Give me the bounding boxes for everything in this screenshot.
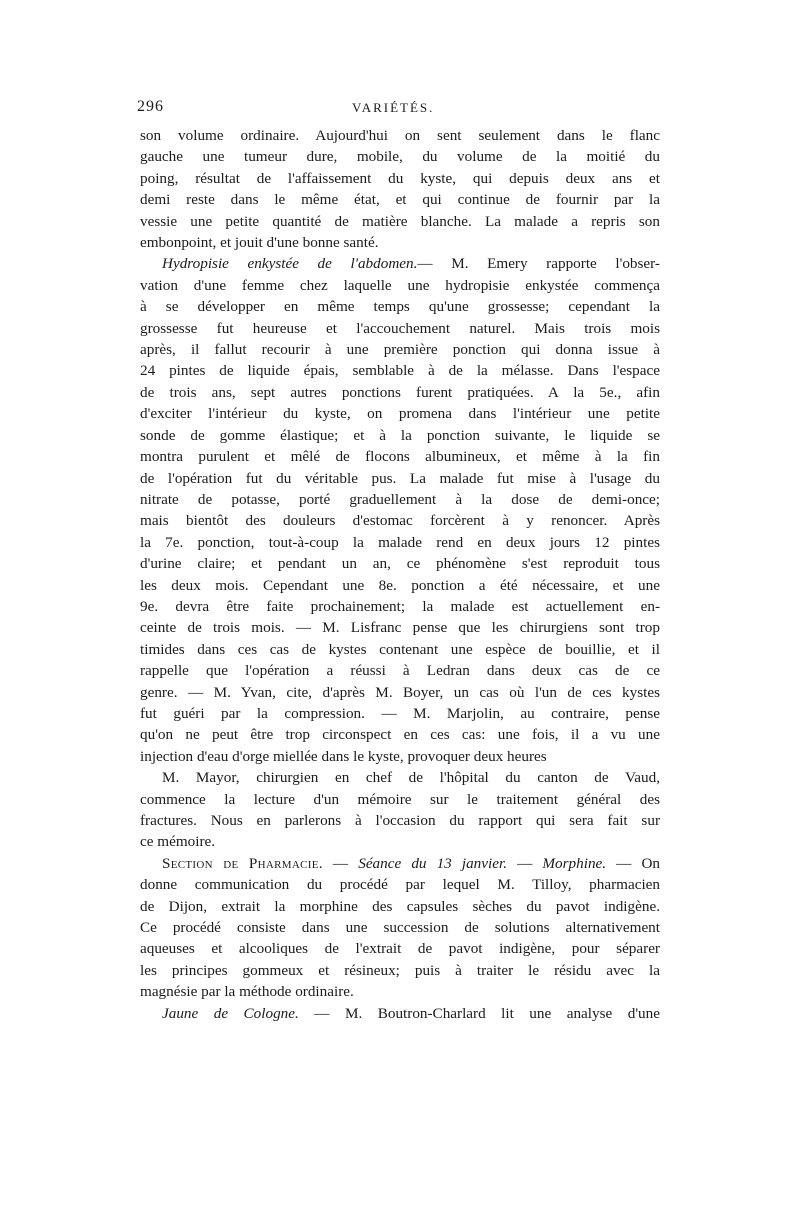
- text-line: vessie une petite quantité de matière blanche. La malade a repris son: [140, 212, 660, 230]
- text-line: Ce procédé consiste dans une succession de solutions alternativement: [140, 919, 660, 937]
- text-line: fractures. Nous en parlerons à l'occasion du rapport qui sera fait sur: [140, 812, 660, 829]
- seance-date: Séance du 13 janvier.: [358, 854, 508, 872]
- text-line: donne communication du procédé par lequel M. Tilloy, pharmacien: [140, 876, 660, 894]
- text-line: poing, résultat de l'affaissement du kyste, qui depuis deux ans et: [140, 169, 660, 187]
- text-fragment: —: [322, 854, 359, 872]
- text-line: 9e. devra être faite prochainement; la malade est actuellement en-: [140, 597, 660, 615]
- text-line: ceinte de trois mois. — M. Lisfranc pense que les chirurgiens sont trop: [140, 619, 660, 637]
- text-line: injection d'eau d'orge miellée dans le kyste, provoquer deux heures: [140, 747, 547, 765]
- text-line: fut guéri par la compression. — M. Marjolin, au contraire, pense: [140, 704, 660, 722]
- text-line: vation d'une femme chez laquelle une hydropisie enkystée commença: [140, 276, 660, 294]
- text-line: les principes gommeux et résineux; puis à traiter le résidu avec la: [140, 961, 660, 979]
- section-title: Section de Pharmacie.: [162, 854, 323, 872]
- text-line: d'exciter l'intérieur du kyste, on promena dans l'intérieur une petite: [140, 405, 660, 423]
- text-line: grossesse fut heureuse et l'accouchement naturel. Mais trois mois: [140, 319, 660, 337]
- text-line: embonpoint, et jouit d'une bonne santé.: [140, 234, 379, 252]
- text-line: d'urine claire; et pendant un an, ce phénomène s'est reproduit tous: [140, 555, 660, 573]
- text-line: qu'on ne peut être trop circonspect en ces cas: une fois, il a vu une: [140, 726, 660, 744]
- paragraph-heading-line: [140, 253, 660, 274]
- text-line: la 7e. ponction, tout-à-coup la malade rend en deux jours 12 pintes: [140, 533, 660, 551]
- text-line: son volume ordinaire. Aujourd'hui on sent seulement dans le flanc: [140, 127, 660, 144]
- text-line: commence la lecture d'un mémoire sur le traitement général des: [140, 790, 660, 808]
- text-line: sonde de gomme élastique; et à la ponction suivante, le liquide se: [140, 426, 660, 444]
- running-title: VARIÉTÉS.: [352, 100, 435, 115]
- text-line: à se développer en même temps qu'une grossesse; cependant la: [140, 298, 660, 316]
- text-line: mais bientôt des douleurs d'estomac forcèrent à y renoncer. Après: [140, 512, 660, 530]
- text-line: nitrate de potasse, porté graduellement à la dose de demi-once;: [140, 490, 660, 508]
- text-line: aqueuses et alcooliques de l'extrait de pavot indigène, pour séparer: [140, 940, 660, 958]
- text-fragment: — M. Emery rapporte l'obser-: [417, 255, 660, 273]
- body-text: [140, 125, 660, 1024]
- paragraph-title: Hydropisie enkystée de l'abdomen.: [162, 255, 418, 273]
- text-line: de Dijon, extrait la morphine des capsules sèches du pavot indigène.: [140, 897, 660, 915]
- paragraph-title: Jaune de Cologne.: [162, 1004, 299, 1022]
- paragraph-heading-line: [140, 1003, 660, 1024]
- text-line: montra purulent et mêlé de flocons albumineux, et même à la fin: [140, 448, 660, 466]
- text-line: les deux mois. Cependant une 8e. ponction a été nécessaire, et une: [140, 576, 660, 594]
- text-line: demi reste dans le même état, et qui continue de fournir par la: [140, 191, 660, 209]
- text-line: après, il fallut recourir à une première ponction qui donna issue à: [140, 341, 660, 359]
- page-header: [137, 98, 661, 124]
- text-line: timides dans ces cas de kystes contenant une espèce de bouillie, et il: [140, 640, 660, 658]
- text-line: 24 pintes de liquide épais, semblable à de la mélasse. Dans l'espace: [140, 362, 660, 380]
- text-line: ce mémoire.: [140, 833, 216, 851]
- text-line: gauche une tumeur dure, mobile, du volume de la moitié du: [140, 148, 660, 166]
- topic-title: Morphine.: [542, 854, 607, 872]
- text-line: M. Mayor, chirurgien en chef de l'hôpital du canton de Vaud,: [162, 769, 660, 787]
- page-number: 296: [137, 98, 164, 115]
- text-line: de l'opération fut du véritable pus. La malade fut mise à l'usage du: [140, 469, 660, 487]
- text-fragment: — On: [606, 854, 660, 872]
- text-line: rappelle que l'opération a réussi à Ledran dans deux cas de ce: [140, 662, 660, 680]
- text-line: genre. — M. Yvan, cite, d'après M. Boyer, un cas où l'un de ces kystes: [140, 683, 660, 701]
- text-fragment: —: [507, 854, 543, 872]
- text-line: de trois ans, sept autres ponctions furent pratiquées. A la 5e., afin: [140, 383, 660, 401]
- text-fragment: — M. Boutron-Charlard lit une analyse d'une: [298, 1004, 660, 1022]
- text-line: magnésie par la méthode ordinaire.: [140, 983, 354, 1001]
- section-heading-line: [140, 853, 660, 874]
